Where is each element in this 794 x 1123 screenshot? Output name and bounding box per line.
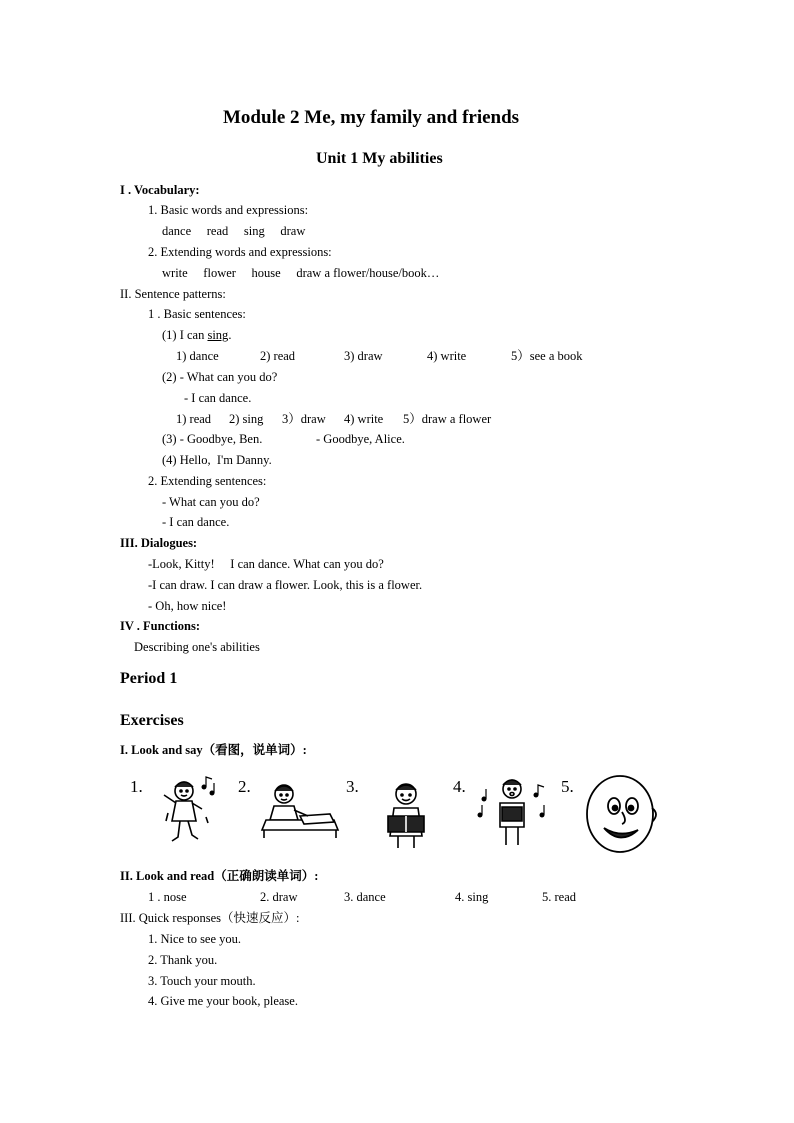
sentence-1-option: 5）see a book [511,349,583,363]
dialogue-line: -I can draw. I can draw a flower. Look, this is a flower. [148,578,423,592]
read-word: 3. dance [344,890,386,904]
sentence-3-left: (3) - Goodbye, Ben. [162,432,263,446]
extending-words-label: 2. Extending words and expressions: [148,245,332,259]
dialogue-line: -Look, Kitty! I can dance. What can you do? [148,557,384,571]
read-word: 1 . nose [148,890,187,904]
basic-words: dance read sing draw [162,224,306,238]
period-heading: Period 1 [120,670,178,687]
basic-sentences-label: 1 . Basic sentences: [148,307,246,321]
picture-number: 4. [453,777,466,796]
sentence-1-keyword: sing [207,328,229,342]
vocabulary-heading: I . Vocabulary: [120,183,200,197]
sentence-2-question: (2) - What can you do? [162,370,278,384]
sentence-1-option: 1) dance [176,349,219,363]
sentence-3-right: - Goodbye, Alice. [316,432,405,446]
sentence-2-answer: - I can dance. [184,391,252,405]
picture-number: 3. [346,777,359,796]
picture-number: 2. [238,777,251,796]
picture-number: 1. [130,777,143,796]
unit-title: Unit 1 My abilities [316,150,443,167]
dialogues-heading: III. Dialogues: [120,536,198,550]
sentence-2-option: 2) sing [229,412,264,426]
sentence-patterns-heading: II. Sentence patterns: [120,287,226,301]
dialogue-line: - Oh, how nice! [148,599,227,613]
sentence-4: (4) Hello, I'm Danny. [162,453,272,467]
extending-sentence-1: - What can you do? [162,495,260,509]
basic-words-label: 1. Basic words and expressions: [148,203,309,217]
sentence-2-option: 3）draw [282,412,326,426]
read-word: 2. draw [260,890,298,904]
quick-response-item: 1. Nice to see you. [148,932,242,946]
singing-boy-picture [474,773,550,853]
sentence-2-option: 1) read [176,412,212,426]
sentence-1-option: 3) draw [344,349,383,363]
quick-response-item: 4. Give me your book, please. [148,994,298,1008]
look-and-read-heading: II. Look and read（正确朗读单词）: [120,869,319,883]
module-title: Module 2 Me, my family and friends [223,107,520,128]
sentence-1: (1) I can sing. [162,328,232,342]
sentence-1-option: 2) read [260,349,296,363]
sentence-2-option: 5）draw a flower [403,412,492,426]
extending-words: write flower house draw a flower/house/book… [162,266,440,280]
dancing-girl-picture [158,773,222,853]
functions-heading: IV . Functions: [120,619,200,633]
reading-boy-picture [378,778,434,852]
sentence-2-option: 4) write [344,412,384,426]
sentence-1-option: 4) write [427,349,467,363]
look-and-say-heading: I. Look and say（看图，说单词）: [120,743,307,757]
quick-response-item: 3. Touch your mouth. [148,974,256,988]
read-word: 5. read [542,890,577,904]
face-picture [582,770,660,856]
quick-response-item: 2. Thank you. [148,953,218,967]
exercises-heading: Exercises [120,712,184,729]
extending-sentences-label: 2. Extending sentences: [148,474,267,488]
drawing-girl-picture [260,780,340,842]
picture-number: 5. [561,777,574,796]
quick-responses-heading: III. Quick responses（快速反应）: [120,911,300,925]
extending-sentence-2: - I can dance. [162,515,230,529]
functions-text: Describing one's abilities [134,640,260,654]
read-word: 4. sing [455,890,489,904]
